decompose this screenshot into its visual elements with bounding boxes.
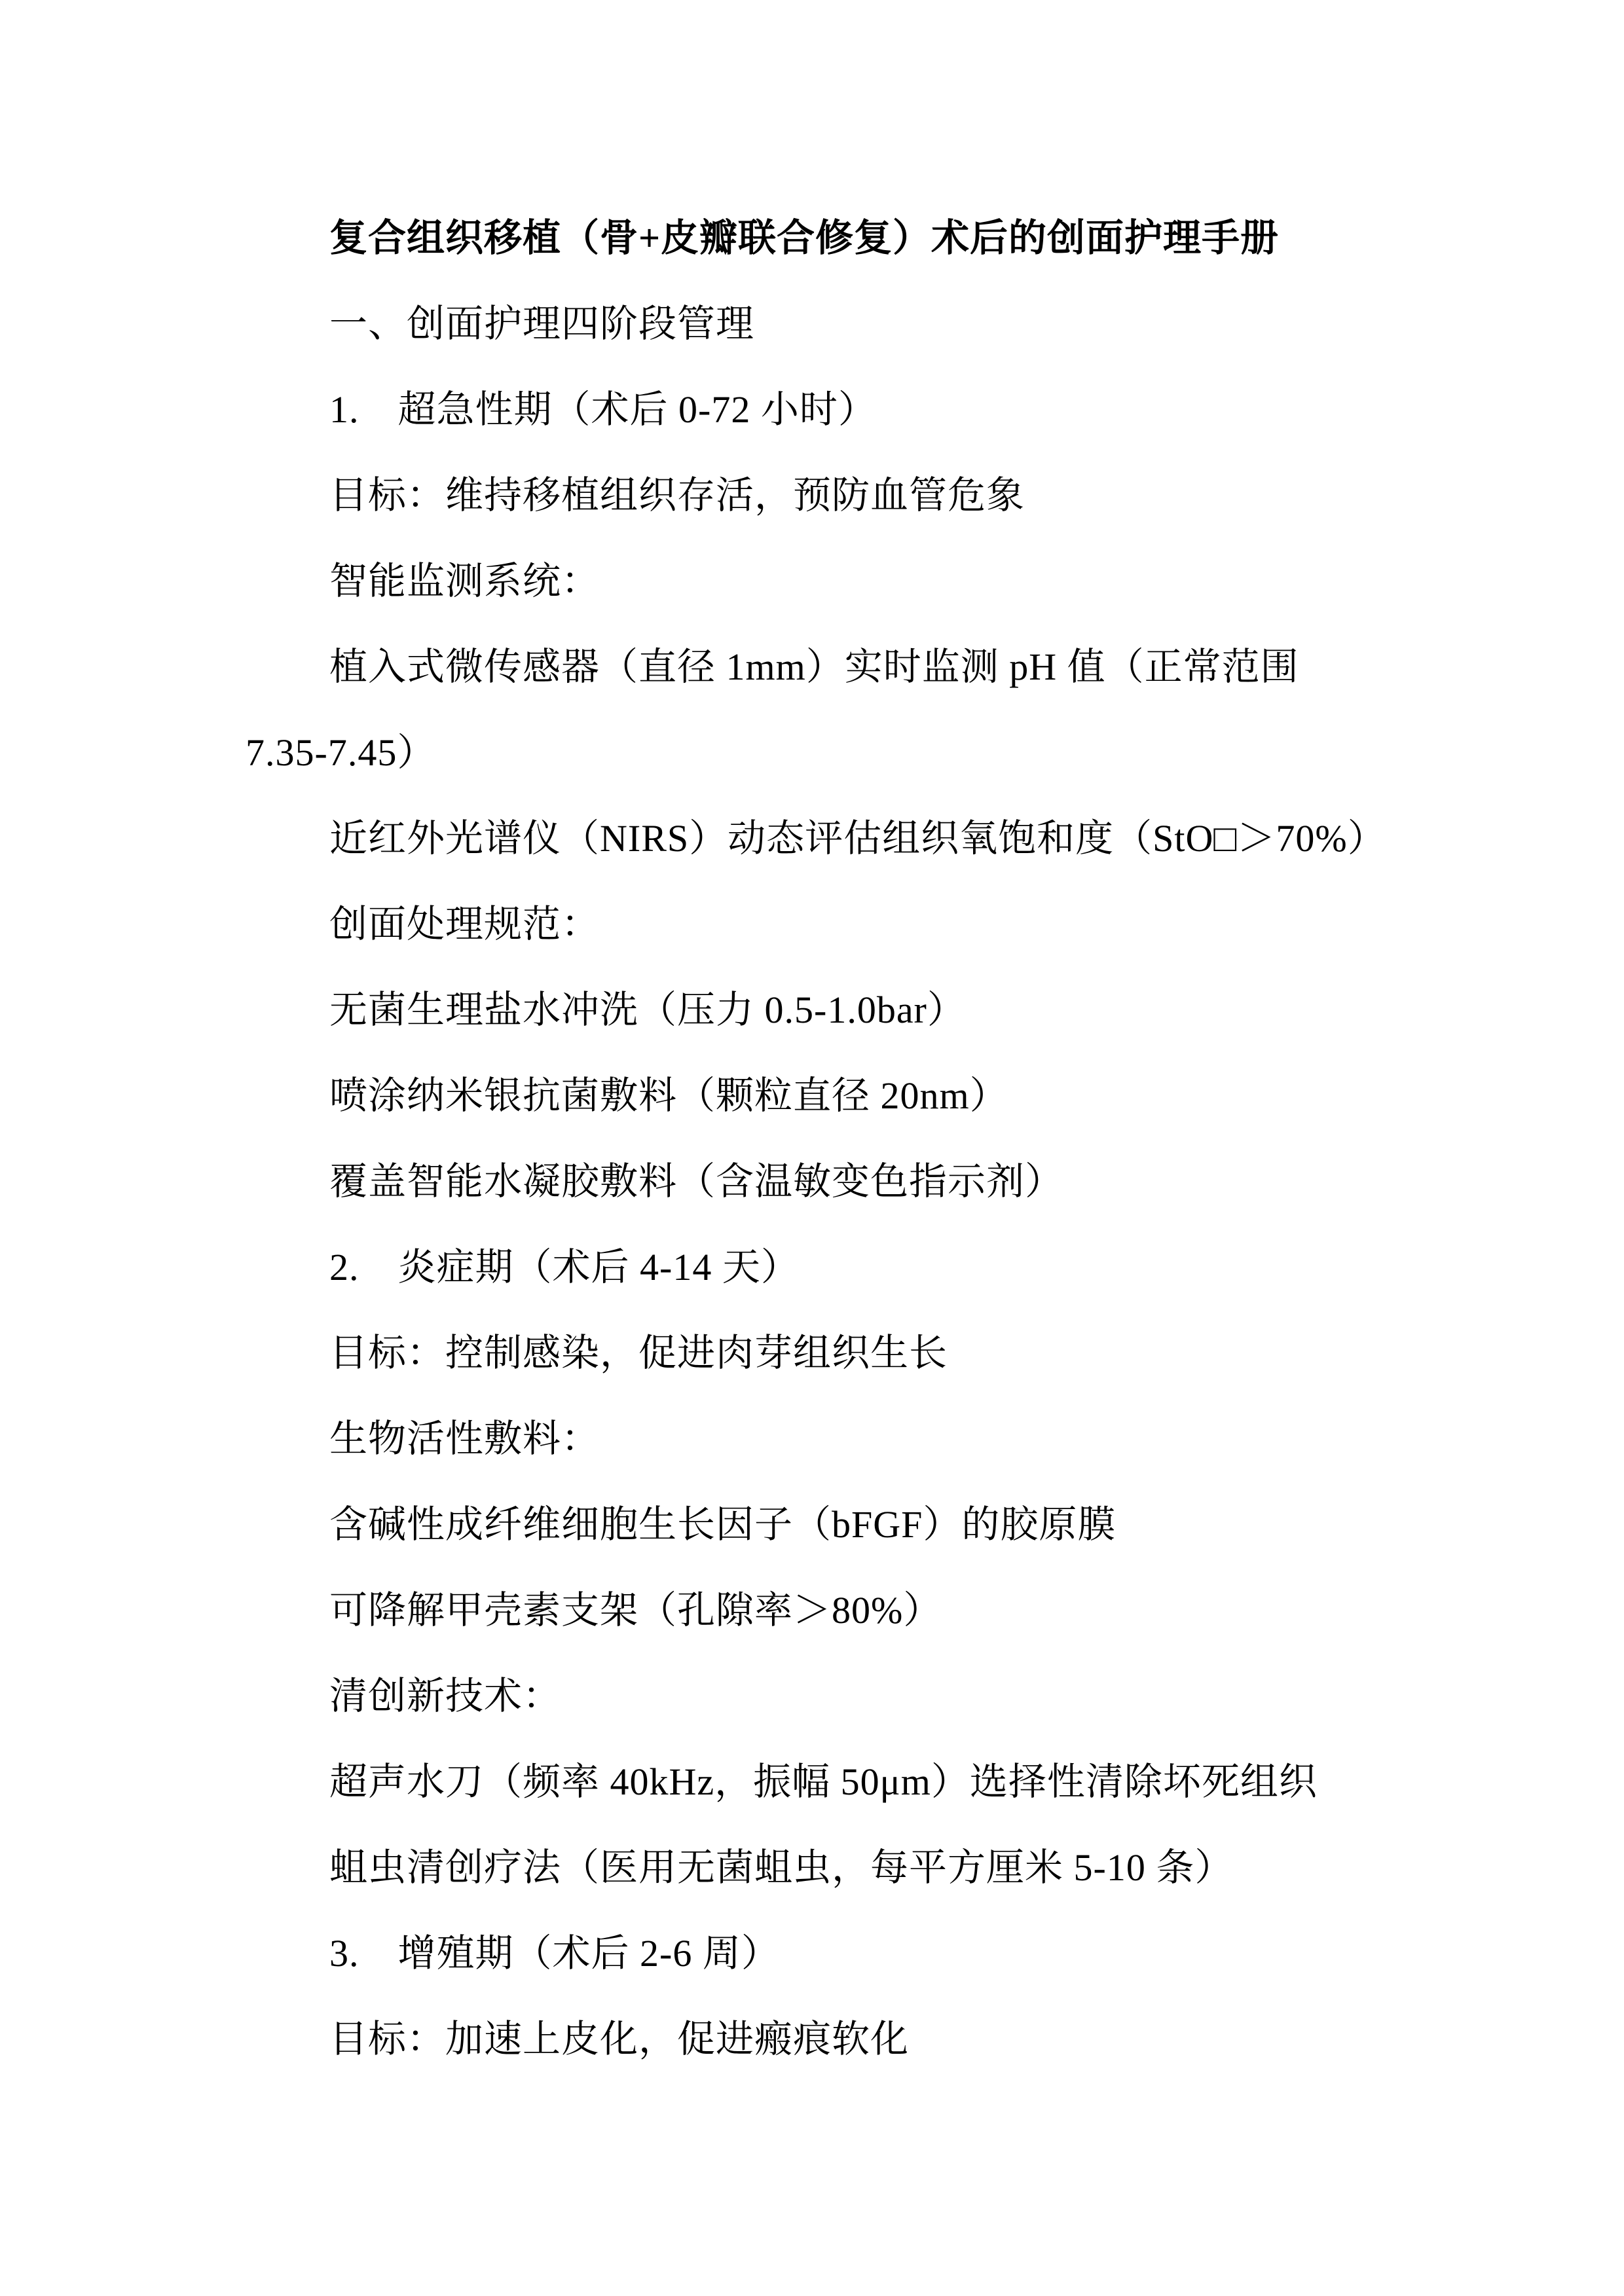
document-line-phase-2-heading: 2. 炎症期（术后 4-14 天） [329,1246,800,1288]
document-content [246,195,1386,2082]
document-line-phase-1-heading: 1. 超急性期（术后 0-72 小时） [329,388,877,431]
document-line-nirs: 近红外光谱仪（NIRS）动态评估组织氧饱和度（StO□＞70%） [329,817,1386,860]
document-line-phase-2-goal: 目标：控制感染，促进肉芽组织生长 [329,1332,948,1374]
document-line-hydrogel: 覆盖智能水凝胶敷料（含温敏变色指示剂） [329,1160,1064,1203]
document-title: 复合组织移植（骨+皮瓣联合修复）术后的创面护理手册 [329,217,1280,259]
document-line-phase-3-goal: 目标：加速上皮化，促进瘢痕软化 [329,2018,910,2060]
document-line-chitin-scaffold: 可降解甲壳素支架（孔隙率＞80%） [329,1589,942,1631]
document-line-debridement-heading: 清创新技术： [329,1675,562,1717]
document-line-monitoring-heading: 智能监测系统： [329,560,600,602]
document-line-bioactive-heading: 生物活性敷料： [329,1417,600,1460]
document-line-phase-3-heading: 3. 增殖期（术后 2-6 周） [329,1932,780,1975]
document-line-section-1: 一、创面护理四阶段管理 [329,302,755,345]
document-line-ultrasonic-knife: 超声水刀（频率 40kHz，振幅 50μm）选择性清除坏死组织 [329,1760,1318,1803]
document-line-sensor: 植入式微传感器（直径 1mm）实时监测 pH 值（正常范围 [329,646,1299,688]
document-line-bfgf: 含碱性成纤维细胞生长因子（bFGF）的胶原膜 [329,1503,1116,1546]
document-line-wound-treatment-heading: 创面处理规范： [329,903,600,945]
document-line-nano-silver: 喷涂纳米银抗菌敷料（颗粒直径 20nm） [329,1074,1008,1117]
document-line-maggot-therapy: 蛆虫清创疗法（医用无菌蛆虫，每平方厘米 5-10 条） [329,1846,1234,1889]
document-line-saline-rinse: 无菌生理盐水冲洗（压力 0.5-1.0bar） [329,989,966,1031]
document-line-sensor-wrap: 7.35-7.45） [246,731,436,774]
document-line-phase-1-goal: 目标：维持移植组织存活，预防血管危象 [329,474,1025,517]
